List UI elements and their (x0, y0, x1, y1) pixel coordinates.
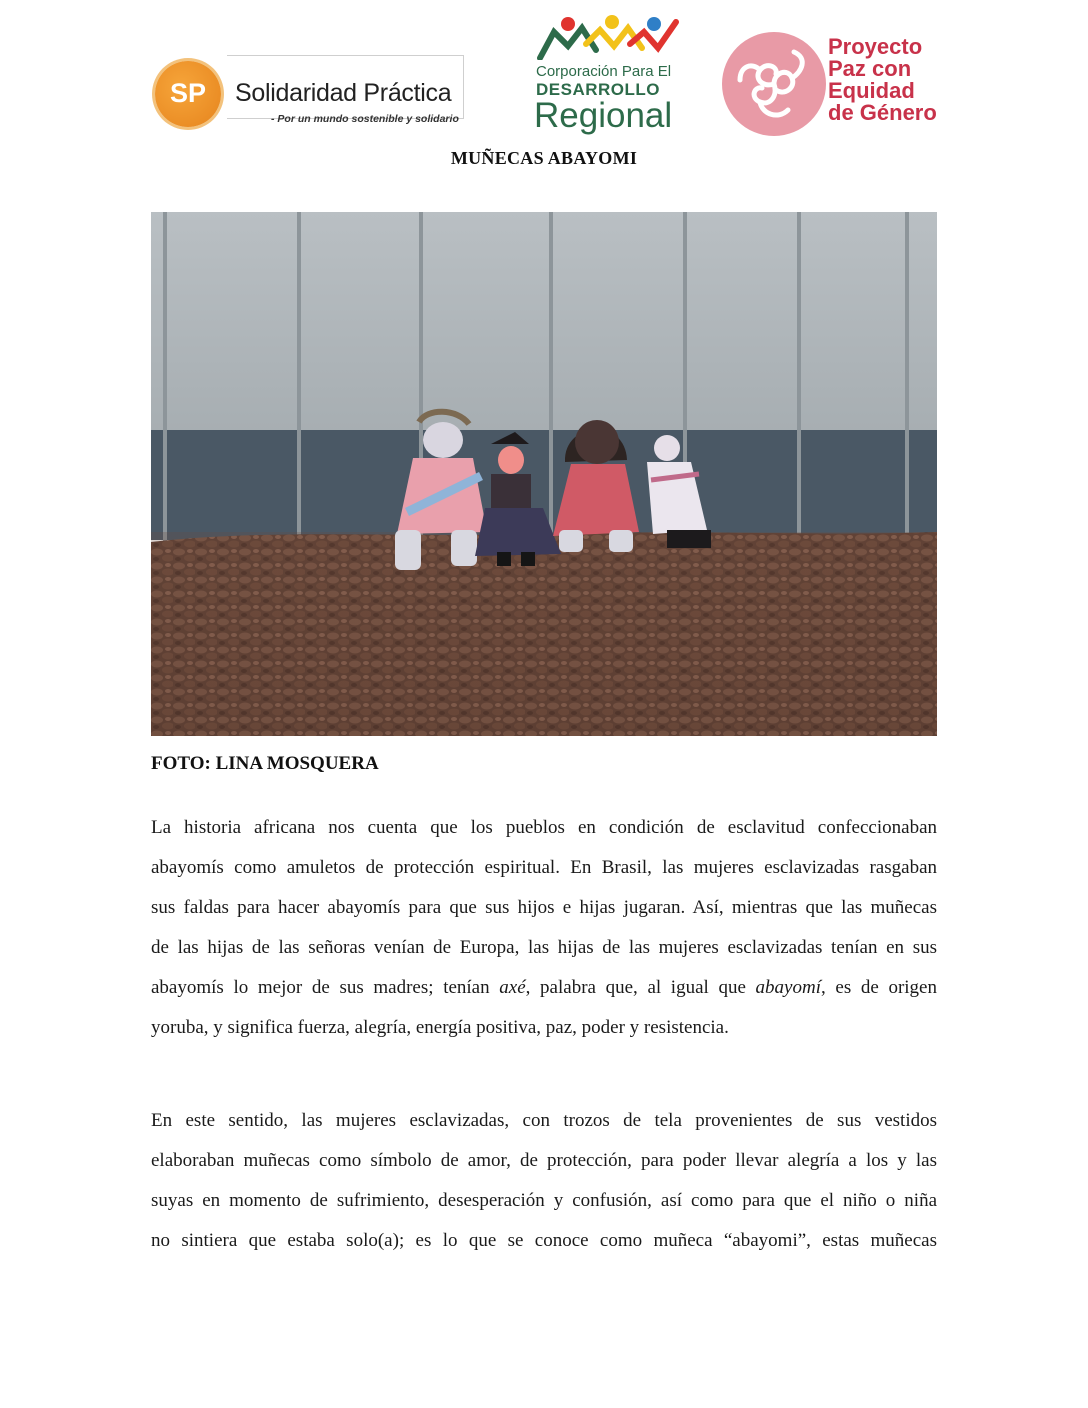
sp-tagline: - Por un mundo sostenible y solidario (271, 113, 459, 125)
p2-line-2: elaboraban muñecas como símbolo de amor, de protección, para poder llevar alegría a los y las (151, 1150, 937, 1171)
p2-line-3: suyas en momento de sufrimiento, desesperación y confusión, así como para que el niño o niña (151, 1190, 937, 1211)
p2-line-1: En este sentido, las mujeres esclavizadas, con trozos de tela provenientes de sus vestidos (151, 1110, 937, 1131)
p1-line-1: La historia africana nos cuenta que los pueblos en condición de esclavitud confeccionaban (151, 817, 937, 838)
solidaridad-practica-logo (153, 55, 463, 133)
cdr-line-1: Corporación Para El (536, 63, 672, 80)
ppe-line-3: Equidad (828, 78, 915, 103)
triskelion-emblem (722, 32, 826, 136)
p1-line-6: yoruba, y significa fuerza, alegría, energía positiva, paz, poder y resistencia. (151, 1017, 729, 1038)
corporacion-desarrollo-regional-logo (530, 14, 686, 142)
p1-line-5 (151, 968, 937, 1008)
p2-line-4: no sintiera que estaba solo(a); es lo que se conoce como muñeca “abayomi”, estas muñecas (151, 1230, 937, 1251)
dolls-on-cacao-photo (151, 212, 937, 736)
sp-emblem (155, 61, 221, 127)
p1-line-5-part-a: abayomís lo mejor de sus madres; tenían (151, 977, 490, 998)
ppe-line-2: Paz con (828, 56, 912, 81)
ppe-line-4: de Género (828, 100, 937, 125)
ppe-line-1: Proyecto (828, 34, 923, 59)
proyecto-paz-equidad-logo (722, 32, 938, 140)
p1-line-2: abayomís como amuletos de protección espiritual. En Brasil, las mujeres esclavizadas rasgaban (151, 857, 937, 878)
term-abayomi: abayomí (755, 977, 821, 998)
p1-line-5-part-c: , es de origen (820, 977, 937, 998)
p1-line-5-part-b: , palabra que, al igual que (525, 977, 746, 998)
photo-credit: FOTO: LINA MOSQUERA (151, 753, 379, 774)
p1-line-3: sus faldas para hacer abayomís para que sus hijos e hijas jugaran. Así, mientras que las muñecas (151, 897, 937, 918)
paragraph-2 (151, 1101, 937, 1261)
spiral-icon (722, 32, 826, 136)
photo-illustration (151, 212, 937, 736)
people-figures-icon (530, 14, 686, 60)
sp-initials: SP (169, 78, 207, 108)
term-axe: axé (499, 977, 526, 998)
cdr-line-2: DESARROLLO (536, 80, 660, 99)
document-title: MUÑECAS ABAYOMI (450, 148, 638, 168)
ppe-wordmark (828, 36, 940, 124)
cdr-line-3: Regional (534, 96, 673, 135)
p1-line-4: de las hijas de las señoras venían de Europa, las hijas de las mujeres esclavizadas tenían en sus (151, 937, 937, 958)
sp-name: Solidaridad Práctica (235, 79, 452, 107)
paragraph-1 (151, 808, 937, 1048)
